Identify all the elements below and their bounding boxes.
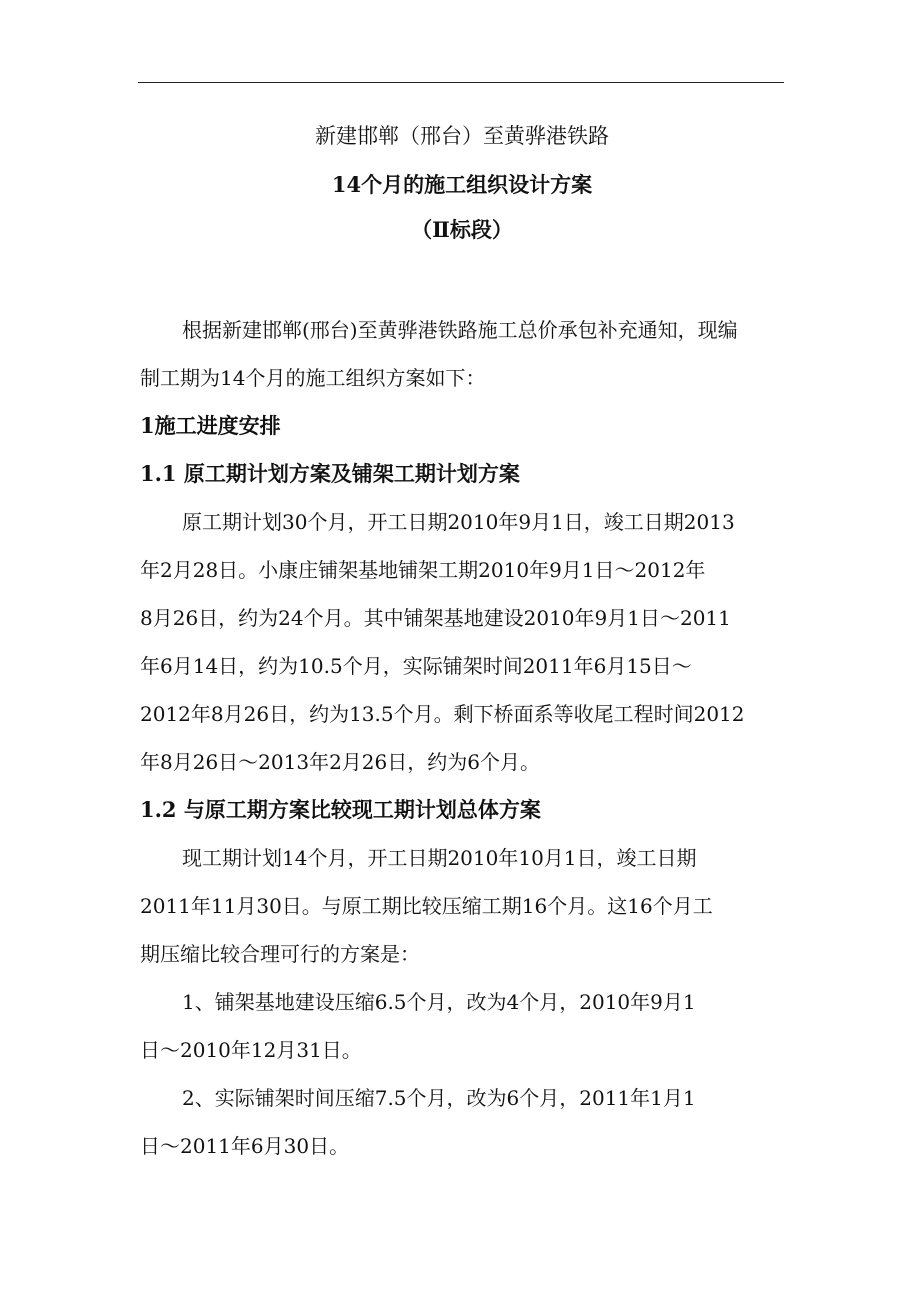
intro-line-1: 根据新建邯郸(邢台)至黄骅港铁路施工总价承包补充通知，现编 xyxy=(182,318,738,342)
section-1-1-heading: 1.1 原工期计划方案及铺架工期计划方案 xyxy=(140,461,520,486)
list-item-2-line-2: 日～2011年6月30日。 xyxy=(140,1134,350,1158)
header-rule xyxy=(138,82,784,83)
section-1-2-heading: 1.2 与原工期方案比较现工期计划总体方案 xyxy=(140,797,541,822)
intro-line-2: 制工期为14个月的施工组织方案如下： xyxy=(140,366,486,390)
paragraph-line: 原工期计划30个月，开工日期2010年9月1日，竣工日期2013 xyxy=(182,510,735,534)
paragraph-line: 2012年8月26日，约为13.5个月。剩下桥面系等收尾工程时间2012 xyxy=(140,702,745,726)
doc-title-line3: （Ⅱ标段） xyxy=(411,217,513,242)
list-item-1-line-2: 日～2010年12月31日。 xyxy=(140,1038,362,1062)
paragraph-line: 年8月26日～2013年2月26日，约为6个月。 xyxy=(140,750,540,774)
list-item-1-line-1: 1、铺架基地建设压缩6.5个月，改为4个月，2010年9月1 xyxy=(182,990,696,1014)
paragraph-line: 年6月14日，约为10.5个月，实际铺架时间2011年6月15日～ xyxy=(140,654,692,678)
section-1-heading: 1施工进度安排 xyxy=(140,413,281,438)
paragraph-line: 年2月28日。小康庄铺架基地铺架工期2010年9月1日～2012年 xyxy=(140,558,706,582)
paragraph-line: 期压缩比较合理可行的方案是： xyxy=(140,942,420,966)
paragraph-line: 8月26日，约为24个月。其中铺架基地建设2010年9月1日～2011 xyxy=(140,606,731,630)
list-item-2-line-1: 2、实际铺架时间压缩7.5个月，改为6个月，2011年1月1 xyxy=(182,1086,696,1110)
paragraph-line: 2011年11月30日。与原工期比较压缩工期16个月。这16个月工 xyxy=(140,894,713,918)
doc-title-line2: 14个月的施工组织设计方案 xyxy=(331,172,593,197)
doc-title-line1: 新建邯郸（邢台）至黄骅港铁路 xyxy=(315,124,609,148)
paragraph-line: 现工期计划14个月，开工日期2010年10月1日，竣工日期 xyxy=(182,846,697,870)
